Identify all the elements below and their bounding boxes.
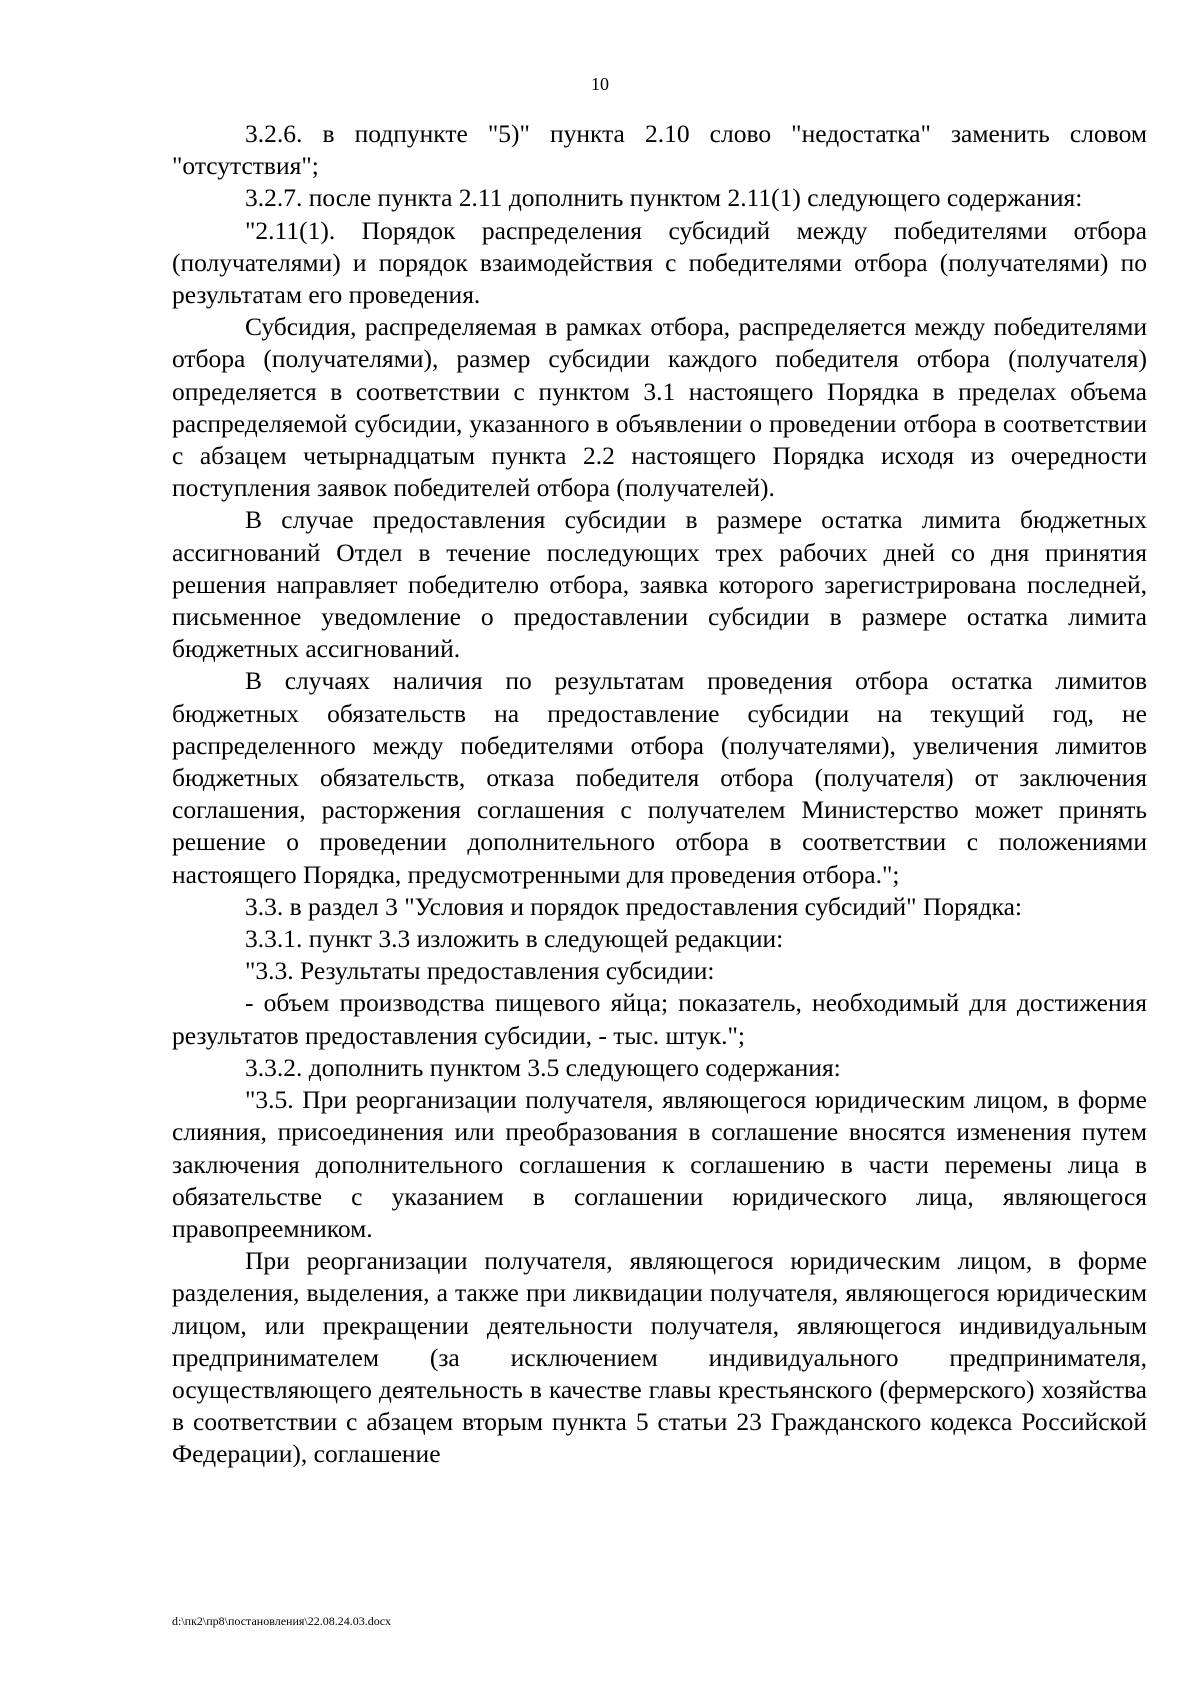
paragraph-subsidy-distribution: Субсидия, распределяемая в рамках отбора, распределяется между победителями отбора (получателями), размер субсидии каждого победителя отбора (получателя) определяется в соответствии с пунктом 3.1 настоящего Порядка в пределах объема распределяемой субсидии, указанного в объявлении о проведении отбора в соответствии с абзацем четырнадцатым пункта 2.2 настоящего Порядка исходя из очередности поступления заявок победителей отбора (получателей).: [172, 312, 1147, 503]
document-body: [172, 118, 1147, 1471]
paragraph-2-11-1-title: "2.11(1). Порядок распределения субсидий между победителями отбора (получателями) и порядок взаимодействия с победителями отбора (получателями) по результатам его проведения.: [172, 215, 1147, 310]
paragraph-additional-selection: В случаях наличия по результатам проведения отбора остатка лимитов бюджетных обязательств на предоставление субсидии на текущий год, не распределенного между победителями отбора (получателями), увеличения лимитов бюджетных обязательств, отказа победителя отбора (получателя) от заключения соглашения, расторжения соглашения с получателем Министерство может принять решение о проведении дополнительного отбора в соответствии с положениями настоящего Порядка, предусмотренными для проведения отбора.";: [172, 666, 1147, 889]
page-number: 10: [591, 74, 609, 94]
paragraph-3-5-reorganization: "3.5. При реорганизации получателя, являющегося юридическим лицом, в форме слияния, присоединения или преобразования в соглашение вносятся изменения путем заключения дополнительного соглашения к соглашению в части перемены лица в обязательстве с указанием в соглашении юридического лица, являющегося правопреемником.: [172, 1085, 1147, 1243]
footer-file-path: d:\пк2\пр8\постановления\22.08.24.03.docx: [172, 1614, 392, 1628]
paragraph-egg-production: - объем производства пищевого яйца; показатель, необходимый для достижения результатов предоставления субсидии, - тыс. штук.";: [172, 988, 1147, 1050]
paragraph-3-3-2: 3.3.2. дополнить пунктом 3.5 следующего содержания:: [245, 1052, 841, 1082]
paragraph-3-3: 3.3. в раздел 3 "Условия и порядок предоставления субсидий" Порядка:: [245, 891, 1022, 921]
paragraph-reorganization-division: При реорганизации получателя, являющегося юридическим лицом, в форме разделения, выделения, а также при ликвидации получателя, являющегося юридическим лицом, или прекращении деятельности получателя, являющегося индивидуальным предпринимателем (за исключением индивидуального предпринимателя, осуществляющего деятельность в качестве главы крестьянского (фермерского) хозяйства в соответствии с абзацем вторым пункта 5 статьи 23 Гражданского кодекса Российской Федерации), соглашение: [172, 1246, 1147, 1469]
paragraph-3-2-6: 3.2.6. в подпункте "5)" пункта 2.10 слово "недостатка" заменить словом "отсутствия";: [172, 119, 1147, 181]
paragraph-3-3-1: 3.3.1. пункт 3.3 изложить в следующей редакции:: [245, 924, 784, 954]
paragraph-3-2-7: 3.2.7. после пункта 2.11 дополнить пунктом 2.11(1) следующего содержания:: [245, 183, 1083, 213]
paragraph-3-3-results: "3.3. Результаты предоставления субсидии:: [245, 956, 715, 986]
paragraph-remaining-limit: В случае предоставления субсидии в размере остатка лимита бюджетных ассигнований Отдел в течение последующих трех рабочих дней со дня принятия решения направляет победителю отбора, заявка которого зарегистрирована последней, письменное уведомление о предоставлении субсидии в размере остатка лимита бюджетных ассигнований.: [172, 505, 1147, 664]
